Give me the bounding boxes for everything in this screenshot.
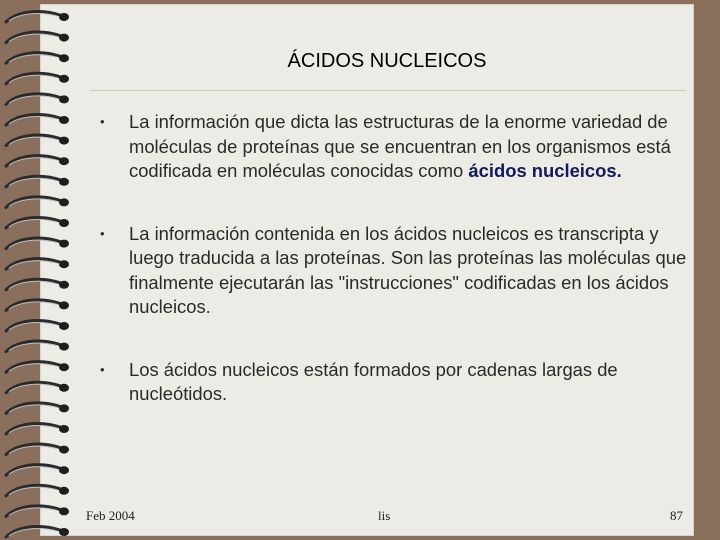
bullet-item-1 [100, 110, 690, 184]
footer-date: Feb 2004 [86, 508, 135, 523]
footer-author: lis [378, 508, 391, 523]
bullet-text-2: La información contenida en los ácidos nucleicos es transcripta y luego traducida a las proteínas. Son las proteínas las moléculas que finalmente ejecutarán las "instrucciones" codificadas en los ácidos nucleicos. [129, 222, 687, 317]
bullet-item-2 [100, 222, 690, 320]
bullet-icon: • [100, 225, 105, 241]
bullet-list [100, 110, 690, 445]
slide-page [40, 4, 694, 536]
spiral-binding-icon [0, 0, 90, 540]
bullet-highlight: ácidos nucleicos. [468, 160, 622, 181]
bullet-icon: • [100, 361, 105, 377]
bullet-icon: • [100, 114, 105, 129]
slide-title: ÁCIDOS NUCLEICOS [287, 50, 487, 72]
title-divider [90, 90, 686, 91]
bullet-text-1: La información que dicta las estructuras de la enorme variedad de moléculas de proteínas que se encuentran en los organismos está codificada en moléculas conocidas como [129, 111, 671, 181]
bullet-text-3: Los ácidos nucleicos están formados por cadenas largas de nucleótidos. [129, 358, 618, 404]
bullet-item-3 [100, 358, 690, 407]
footer-page-number: 87 [670, 508, 683, 523]
